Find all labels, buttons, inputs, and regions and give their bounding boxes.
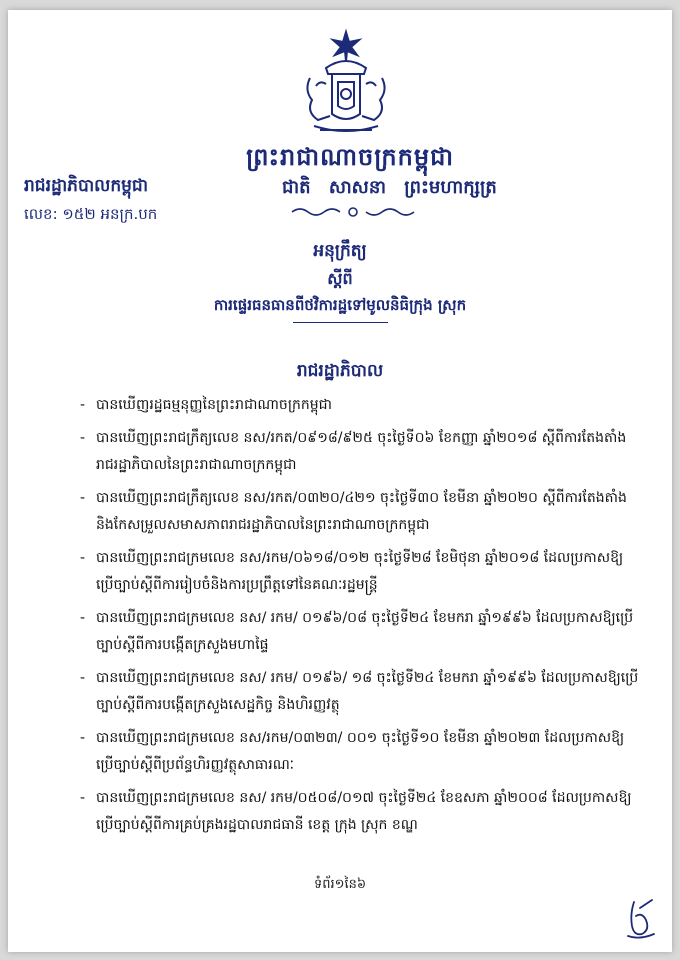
legal-basis-list [80,392,640,845]
document-type: អនុក្រឹត្យ [313,241,367,261]
list-item: - បានឃើញព្រះរាជក្រមលេខ នស/រកម/០៣២៣/ ០០១ ចុះថ្ងៃទី១០ ខែមីនា ឆ្នាំ២០២៣ ដែលប្រកាសឱ្យប្រើច្បាប់ស្តីពីប្រព័ន្ធហិរញ្ញវត្ថុសាធារណៈ [80,725,640,779]
section-heading: រាជរដ្ឋាភិបាល [296,361,384,381]
page-number: ទំព័រ១នៃ៦ [313,877,367,892]
national-motto: ជាតិ សាសនា ព្រះមហាក្សត្រ [282,177,497,198]
list-item: - បានឃើញព្រះរាជក្រមលេខ នស/ រកម/ ០១៩៦/០៨ ចុះថ្ងៃទី២៤ ខែមករា ឆ្នាំ១៩៩៦ ដែលប្រកាសឱ្យប្រើច្បាប់ស្តីពីការបង្កើតក្រសួងមហាផ្ទៃ [80,605,640,659]
reference-number: លេខ: ១៥២ អនក្រ.បក [24,205,158,223]
document-subject: ការផ្ទេរធនធានពីថវិការដ្ឋទៅមូលនិធិក្រុង ស្រុក [213,296,467,314]
list-item: - បានឃើញព្រះរាជក្រមលេខ នស/ រកម/០៥០៨/០១៧ ចុះថ្ងៃទី២៤ ខែឧសភា ឆ្នាំ២០០៨ ដែលប្រកាសឱ្យប្រើច្បាប់ស្តីពីការគ្រប់គ្រងរដ្ឋបាលរាជធានី ខេត្ត ក្រុង ស្រុក ខណ្ឌ [80,785,640,839]
list-item: - បានឃើញព្រះរាជក្រឹត្យលេខ នស/រកត/០៣២០/៤២១ ចុះថ្ងៃទី៣០ ខែមីនា ឆ្នាំ២០២០ ស្តីពីការតែងតាំងនិងកែសម្រួលសមាសភាពរាជរដ្ឋាភិបាលនៃព្រះរាជាណាចក្រកម្ពុជា [80,485,640,539]
ministry-name: រាជរដ្ឋាភិបាលកម្ពុជា [24,176,149,196]
royal-coat-of-arms-icon [296,28,396,138]
list-item: - បានឃើញព្រះរាជក្រមលេខ នស/រកម/០៦១៨/០១២ ចុះថ្ងៃទី២៨ ខែមិថុនា ឆ្នាំ២០១៨ ដែលប្រកាសឱ្យប្រើច្បាប់ស្តីពីការរៀបចំនិងការប្រព្រឹត្តទៅនៃគណៈរដ្ឋមន្ត្រី [80,545,640,599]
list-item: - បានឃើញព្រះរាជក្រឹត្យលេខ នស/រកត/០៩១៨/៩២៥ ចុះថ្ងៃទី០៦ ខែកញ្ញា ឆ្នាំ២០១៨ ស្តីពីការតែងតាំងរាជរដ្ឋាភិបាលនៃព្រះរាជាណាចក្រកម្ពុជា [80,425,640,479]
list-item: - បានឃើញរដ្ឋធម្មនុញ្ញនៃព្រះរាជាណាចក្រកម្ពុជា [80,392,640,419]
subject-underline [293,322,388,323]
handwritten-initials-icon [620,896,660,942]
document-about: ស្តីពី [327,269,353,288]
list-item: - បានឃើញព្រះរាជក្រមលេខ នស/ រកម/ ០១៩៦/ ១៨ ចុះថ្ងៃទី២៤ ខែមករា ឆ្នាំ១៩៩៦ ដែលប្រកាសឱ្យប្រើច្បាប់ស្តីពីការបង្កើតក្រសួងសេដ្ឋកិច្ច និងហិរញ្ញវត្ថុ [80,665,640,719]
ornament-divider-icon [288,204,418,220]
kingdom-title: ព្រះរាជាណាចក្រកម្ពុជា [246,143,454,171]
